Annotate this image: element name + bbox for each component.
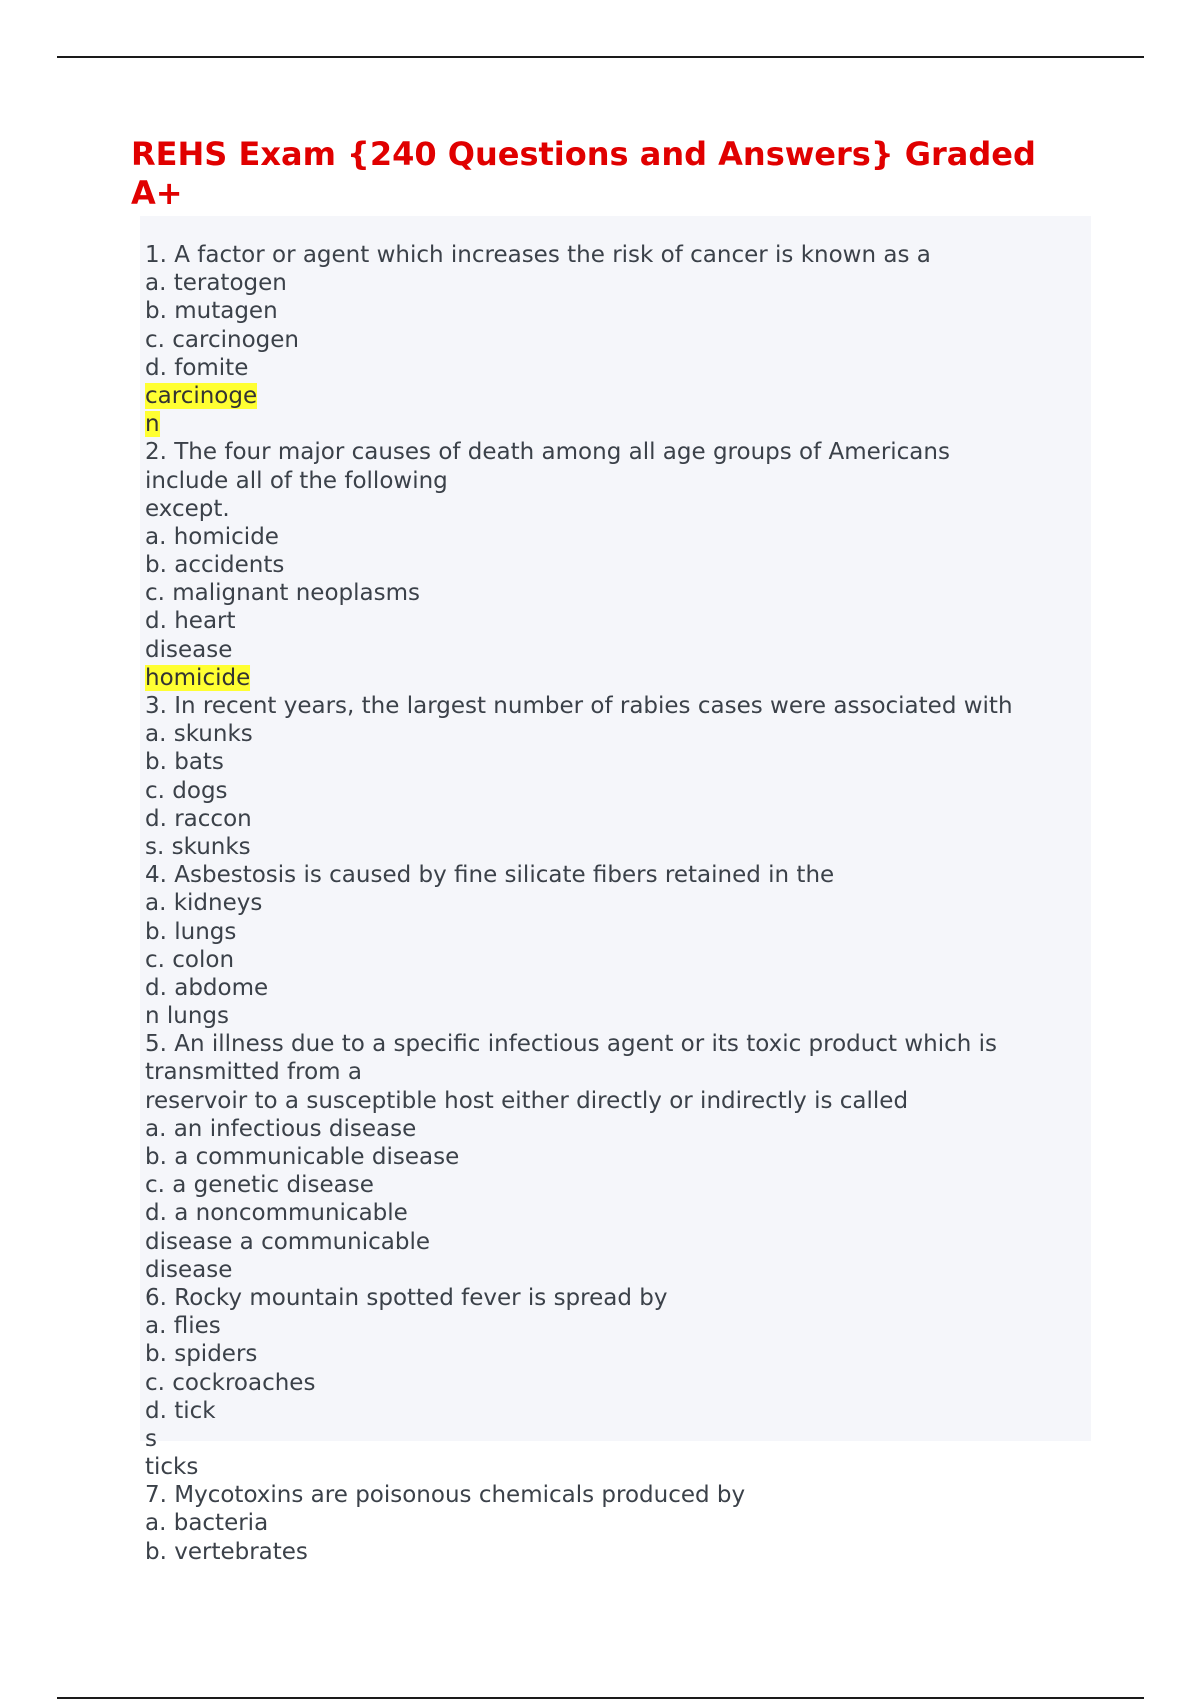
question-line: b. spiders (145, 1341, 258, 1368)
question-line: 4. Asbestosis is caused by fine silicate fibers retained in the (145, 862, 835, 889)
question-line: c. colon (145, 946, 235, 973)
footer-rule (57, 1697, 1144, 1699)
question-line: a. an infectious disease (145, 1115, 417, 1142)
question-line: b. vertebrates (145, 1538, 308, 1565)
question-line: reservoir to a susceptible host either directly or indirectly is called (145, 1087, 909, 1114)
question-line: a. teratogen (145, 270, 287, 297)
question-line: 1. A factor or agent which increases the risk of cancer is known as a (145, 242, 931, 268)
question-line: d. fomite (145, 354, 249, 381)
answer-highlight: n (145, 411, 160, 438)
header-rule (57, 56, 1144, 58)
question-line: disease (145, 1256, 233, 1283)
answer-highlight: homicide (145, 664, 251, 691)
question-line: 6. Rocky mountain spotted fever is spread by (145, 1284, 668, 1311)
answer-line (145, 382, 1085, 410)
question-line: d. abdome (145, 974, 269, 1001)
question-line: b. bats (145, 749, 224, 776)
question-line: a. flies (145, 1313, 221, 1340)
question-line: b. mutagen (145, 298, 278, 325)
question-line: a. bacteria (145, 1510, 269, 1537)
question-line: a. skunks (145, 721, 253, 748)
question-line: transmitted from a (145, 1059, 362, 1086)
question-line: b. a communicable disease (145, 1144, 460, 1170)
question-line: d. raccon (145, 805, 252, 832)
document-title: REHS Exam {240 Questions and Answers} Graded A+ (131, 135, 1036, 212)
question-line: c. cockroaches (145, 1369, 316, 1396)
question-line: 7. Mycotoxins are poisonous chemicals produced by (145, 1482, 746, 1509)
question-line: d. a noncommunicable (145, 1200, 408, 1227)
question-line: include all of the following (145, 467, 448, 494)
answer-line (145, 664, 1085, 692)
question-line: 3. In recent years, the largest number of rabies cases were associated with (145, 693, 1013, 719)
question-line: b. accidents (145, 552, 285, 579)
question-line: a. homicide (145, 523, 279, 550)
question-line: 2. The four major causes of death among all age groups of Americans (145, 439, 950, 466)
question-line: disease a communicable (145, 1228, 431, 1255)
answer-line (145, 410, 1085, 438)
question-line: c. carcinogen (145, 326, 299, 353)
question-line: b. lungs (145, 918, 237, 945)
question-line: 5. An illness due to a specific infectious agent or its toxic product which is (145, 1031, 998, 1058)
question-line: s. skunks (145, 833, 251, 860)
question-line: n lungs (145, 1003, 230, 1030)
question-line: ticks (145, 1454, 199, 1481)
question-line: disease (145, 636, 233, 663)
question-line: s (145, 1425, 157, 1452)
question-line: except. (145, 495, 230, 522)
answer-highlight: carcinoge (145, 382, 258, 409)
question-line: d. tick (145, 1397, 216, 1424)
question-line: d. heart (145, 608, 236, 635)
question-line: c. a genetic disease (145, 1172, 374, 1199)
question-list (145, 241, 1085, 1566)
question-line: c. dogs (145, 777, 228, 804)
question-line: a. kidneys (145, 890, 263, 917)
question-line: c. malignant neoplasms (145, 580, 420, 607)
